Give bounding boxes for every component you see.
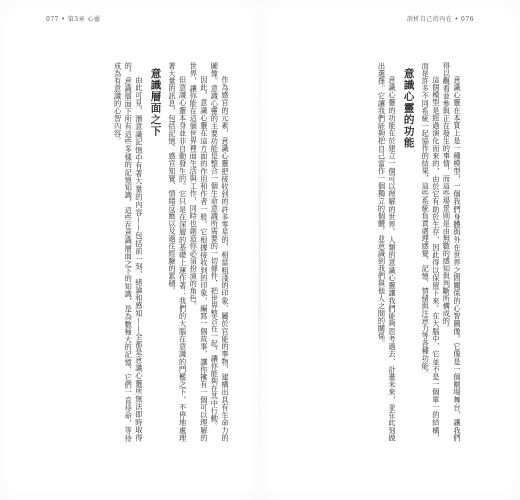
body-paragraph: 作為感官的元素，意識心靈把接收到的許多零星的、相當粗淺的印象、屬於官能的事物，建構出具有生命力的圖像。意識心靈的主要功能是整合一個生命意識所需要的一切條件，把世界整合在一起，讓你能夠在其中行動。 [210, 62, 230, 442]
section-heading: 意識層面之下 [149, 68, 162, 137]
body-paragraph: 意識心靈在本質上是一種模型，一個我們身體與外在世界之間關係的心智圖像。它像是一個劇場舞台，讓我們得以觀看並參與正在發生的事情，而這些場景則是由無數的感知與判斷所構成的。 [442, 62, 462, 442]
body-paragraph: 由此可見，潛意識記憶中有著大量的內容——包括前一刻、緒論和感知——全都是意識心靈所無法即時取得的。意識層面下所有這些多樣的記憶知識，這些在意識層面之下的知識，是為數極大的記憶，它們一直待命，等待成為有意識的心智內容。 [113, 62, 144, 442]
right-page [260, 0, 520, 500]
running-head-left: 077 • 第3章 心靈 [46, 16, 101, 23]
running-head-right: 剖析自己的內在 • 076 [406, 16, 474, 23]
body-paragraph: 這個模型是經過演化而來的，由於它有助於生存，因此得以保留下來。在大腦中，它並不是一個單一的結構，而是許多不同系統一起協作的結果，這些系統負責處理感覺、記憶、情緒與注意力等各種功能。 [421, 62, 441, 442]
right-page-body [288, 62, 462, 442]
section-heading: 意識心靈的功能 [402, 68, 415, 149]
body-paragraph: 意識心靈的功能在於建立一個可以理解的世界。人類的意識心靈讓我們能夠思考過去、計畫未來，並在此刻做出選擇。它讓我們能夠把自己當作一個獨立的個體，並意識到我們與他人之間的關係。 [377, 62, 398, 442]
body-paragraph: 因此，意識心靈在這方面的作用和作者一般。它根據接收到的印象，編寫一個故事，讓你擁有一個可以理解的世界，讓你能在這個世界裡面生活與工作，同時也創造你必須扮演的角色。 [189, 62, 209, 442]
body-paragraph: 但意識心靈本身並非自動發生的。它只是在深層的基礎上運作著：我們的大腦在意識的門檻之下，不停地處理著大量的訊息，包括記憶、感官知覺、情緒反應以及過往經驗的累積。 [168, 62, 188, 442]
left-page-body [56, 62, 230, 442]
